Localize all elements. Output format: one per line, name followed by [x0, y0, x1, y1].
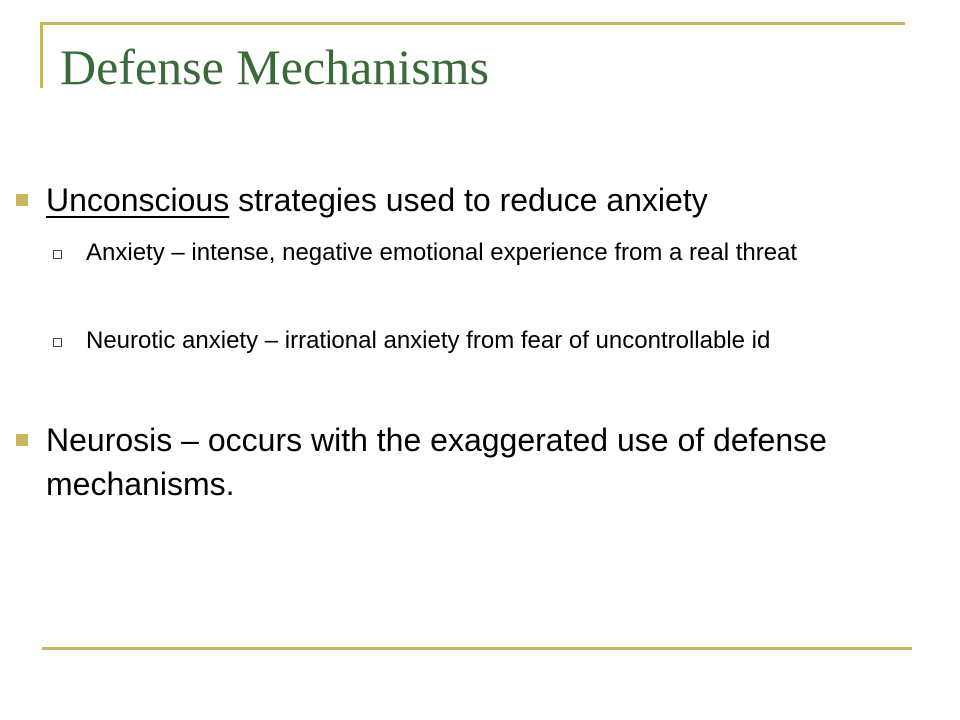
top-rule [40, 22, 905, 25]
bullet-lead-term: Unconscious [46, 182, 230, 218]
bullet-text: strategies used to reduce anxiety [229, 182, 708, 218]
sub-bullet-text: Anxiety – intense, negative emotional experience from a real threat [86, 239, 798, 266]
left-rule [40, 22, 43, 88]
square-bullet-icon [16, 194, 28, 206]
bullet-item-neurosis [46, 418, 886, 506]
bottom-rule [42, 647, 912, 650]
sub-bullet-text: Neurotic anxiety – irrational anxiety from fear of uncontrollable id [86, 327, 771, 354]
bullet-item-unconscious [46, 178, 886, 222]
sub-bullet-item-anxiety [86, 236, 846, 270]
bullet-text: Neurosis – occurs with the exaggerated use of defense mechanisms. [46, 422, 827, 502]
hollow-square-bullet-icon [53, 250, 62, 259]
square-bullet-icon [16, 434, 28, 446]
slide-title: Defense Mechanisms [60, 39, 490, 95]
sub-bullet-item-neurotic-anxiety [86, 324, 846, 358]
hollow-square-bullet-icon [53, 338, 62, 347]
